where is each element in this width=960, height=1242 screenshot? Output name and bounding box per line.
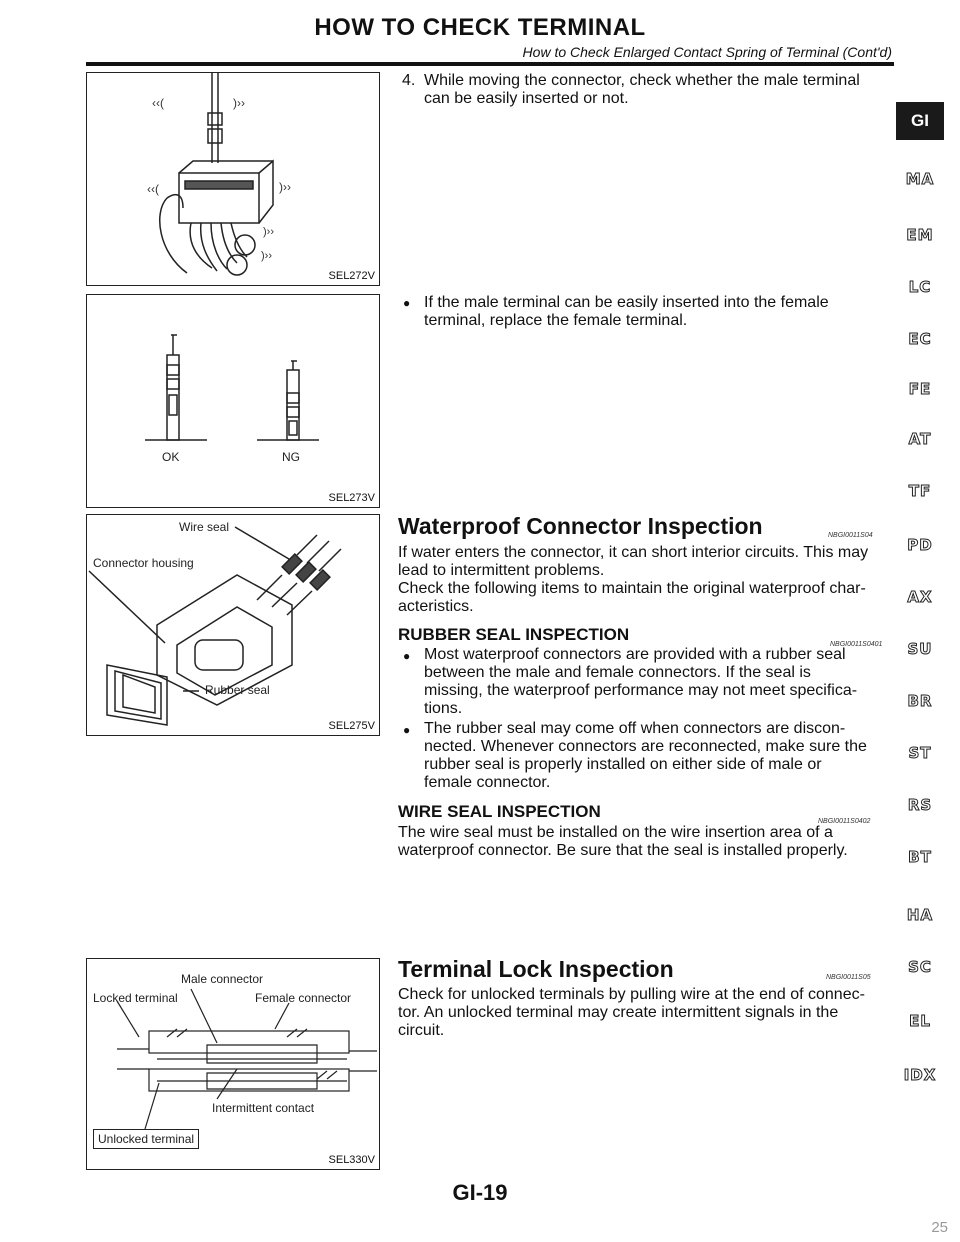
- rubber-seal-b2-line-1: The rubber seal may come off when connectors are discon-: [424, 720, 846, 737]
- replace-note-line-2: terminal, replace the female terminal.: [424, 312, 688, 329]
- svg-text:‹‹(: ‹‹(: [152, 96, 164, 110]
- label-female-connector: Female connector: [255, 991, 352, 1005]
- terminal-ok-ng-illustration: [87, 295, 379, 507]
- section-tab-tf[interactable]: TF: [908, 482, 932, 500]
- svg-text:)››: )››: [261, 250, 272, 262]
- step-4-number: 4.: [402, 72, 416, 89]
- bullet: ●: [403, 723, 411, 737]
- figure-sel273v: [86, 294, 380, 508]
- terminal-lock-line-1: Check for unlocked terminals by pulling wire at the end of connec-: [398, 986, 865, 1003]
- figure-code: SEL275V: [328, 720, 375, 732]
- figure-code: SEL330V: [328, 1154, 375, 1166]
- subsection-code-wire-seal: NBGI0011S0402: [818, 818, 871, 825]
- label-rubber-seal: Rubber seal: [205, 683, 270, 697]
- label-connector-housing: Connector housing: [93, 556, 194, 570]
- section-tab-sc[interactable]: SC: [908, 958, 932, 976]
- section-heading-waterproof: Waterproof Connector Inspection: [398, 513, 763, 539]
- label-ok: OK: [162, 450, 180, 464]
- section-heading-terminal-lock: Terminal Lock Inspection: [398, 956, 674, 982]
- figure-sel330v: [86, 958, 380, 1170]
- section-tab-pd[interactable]: PD: [907, 536, 933, 554]
- section-tab-rs[interactable]: RS: [907, 796, 933, 814]
- step-4-line-2: can be easily inserted or not.: [424, 90, 629, 107]
- svg-text:‹‹(: ‹‹(: [147, 182, 159, 196]
- connector-wiggle-illustration: [87, 73, 379, 285]
- section-code-terminal-lock: NBGI0011S05: [826, 974, 871, 981]
- rubber-seal-b1-line-2: between the male and female connectors. If the seal is: [424, 664, 811, 681]
- subsection-heading-wire-seal: WIRE SEAL INSPECTION: [398, 802, 601, 821]
- wire-seal-line-2: waterproof connector. Be sure that the seal is installed properly.: [398, 842, 848, 859]
- waterproof-line-4: acteristics.: [398, 598, 474, 615]
- section-tab-br[interactable]: BR: [907, 692, 933, 710]
- label-ng: NG: [282, 450, 300, 464]
- page-number: GI-19: [452, 1180, 508, 1205]
- section-tab-ha[interactable]: HA: [906, 906, 934, 924]
- wire-seal-line-1: The wire seal must be installed on the wire insertion area of a: [398, 824, 833, 841]
- svg-text:)››: )››: [233, 96, 245, 110]
- figure-sel275v: [86, 514, 380, 736]
- rubber-seal-b1-line-4: tions.: [424, 700, 463, 717]
- replace-note-line-1: If the male terminal can be easily inserted into the female: [424, 294, 829, 311]
- page-title: HOW TO CHECK TERMINAL: [314, 14, 646, 41]
- figure-sel272v: [86, 72, 380, 286]
- terminal-lock-line-3: circuit.: [398, 1022, 445, 1039]
- section-tab-fe[interactable]: FE: [908, 380, 932, 398]
- waterproof-line-3: Check the following items to maintain the original waterproof char-: [398, 580, 866, 597]
- label-wire-seal: Wire seal: [179, 520, 230, 534]
- section-tab-ax[interactable]: AX: [907, 588, 933, 606]
- terminal-lock-line-2: tor. An unlocked terminal may create intermittent signals in the: [398, 1004, 839, 1021]
- page-subtitle: How to Check Enlarged Contact Spring of Terminal (Cont'd): [522, 44, 892, 60]
- section-tab-em[interactable]: EM: [906, 226, 934, 244]
- label-unlocked-terminal: Unlocked terminal: [93, 1129, 199, 1149]
- rubber-seal-b2-line-2: nected. Whenever connectors are reconnected, make sure the: [424, 738, 867, 755]
- section-tab-gi[interactable]: GI: [896, 102, 944, 140]
- section-tab-at[interactable]: AT: [908, 430, 932, 448]
- waterproof-line-1: If water enters the connector, it can short interior circuits. This may: [398, 544, 869, 561]
- rubber-seal-b2-line-4: female connector.: [424, 774, 551, 791]
- label-male-connector: Male connector: [181, 972, 264, 986]
- svg-text:)››: )››: [263, 226, 274, 238]
- svg-text:)››: )››: [279, 180, 291, 194]
- bullet: ●: [403, 296, 411, 310]
- bullet: ●: [403, 649, 411, 663]
- subsection-heading-rubber-seal: RUBBER SEAL INSPECTION: [398, 625, 630, 644]
- section-tab-el[interactable]: EL: [909, 1012, 931, 1030]
- section-tab-ma[interactable]: MA: [905, 170, 935, 188]
- rubber-seal-b1-line-3: missing, the waterproof performance may not meet specifica-: [424, 682, 858, 699]
- section-tab-st[interactable]: ST: [908, 744, 932, 762]
- label-locked-terminal: Locked terminal: [93, 991, 178, 1005]
- rubber-seal-b1-line-1: Most waterproof connectors are provided with a rubber seal: [424, 646, 846, 663]
- figure-code: SEL272V: [328, 270, 375, 282]
- section-tab-su[interactable]: SU: [907, 640, 933, 658]
- section-tab-idx[interactable]: IDX: [903, 1066, 937, 1084]
- step-4-line-1: While moving the connector, check whether the male terminal: [424, 72, 860, 89]
- section-code-waterproof: NBGI0011S04: [828, 532, 873, 539]
- label-intermittent-contact: Intermittent contact: [212, 1101, 315, 1115]
- section-tab-lc[interactable]: LC: [908, 278, 932, 296]
- figure-code: SEL273V: [328, 492, 375, 504]
- footer-number: 25: [931, 1219, 948, 1236]
- subsection-code-rubber-seal: NBGI0011S0401: [830, 641, 883, 648]
- section-tab-ec[interactable]: EC: [908, 330, 932, 348]
- waterproof-connector-illustration: [87, 515, 379, 735]
- rubber-seal-b2-line-3: rubber seal is properly installed on either side of male or: [424, 756, 822, 773]
- section-tab-bt[interactable]: BT: [908, 848, 932, 866]
- waterproof-line-2: lead to intermittent problems.: [398, 562, 605, 579]
- header-rule: [86, 62, 894, 66]
